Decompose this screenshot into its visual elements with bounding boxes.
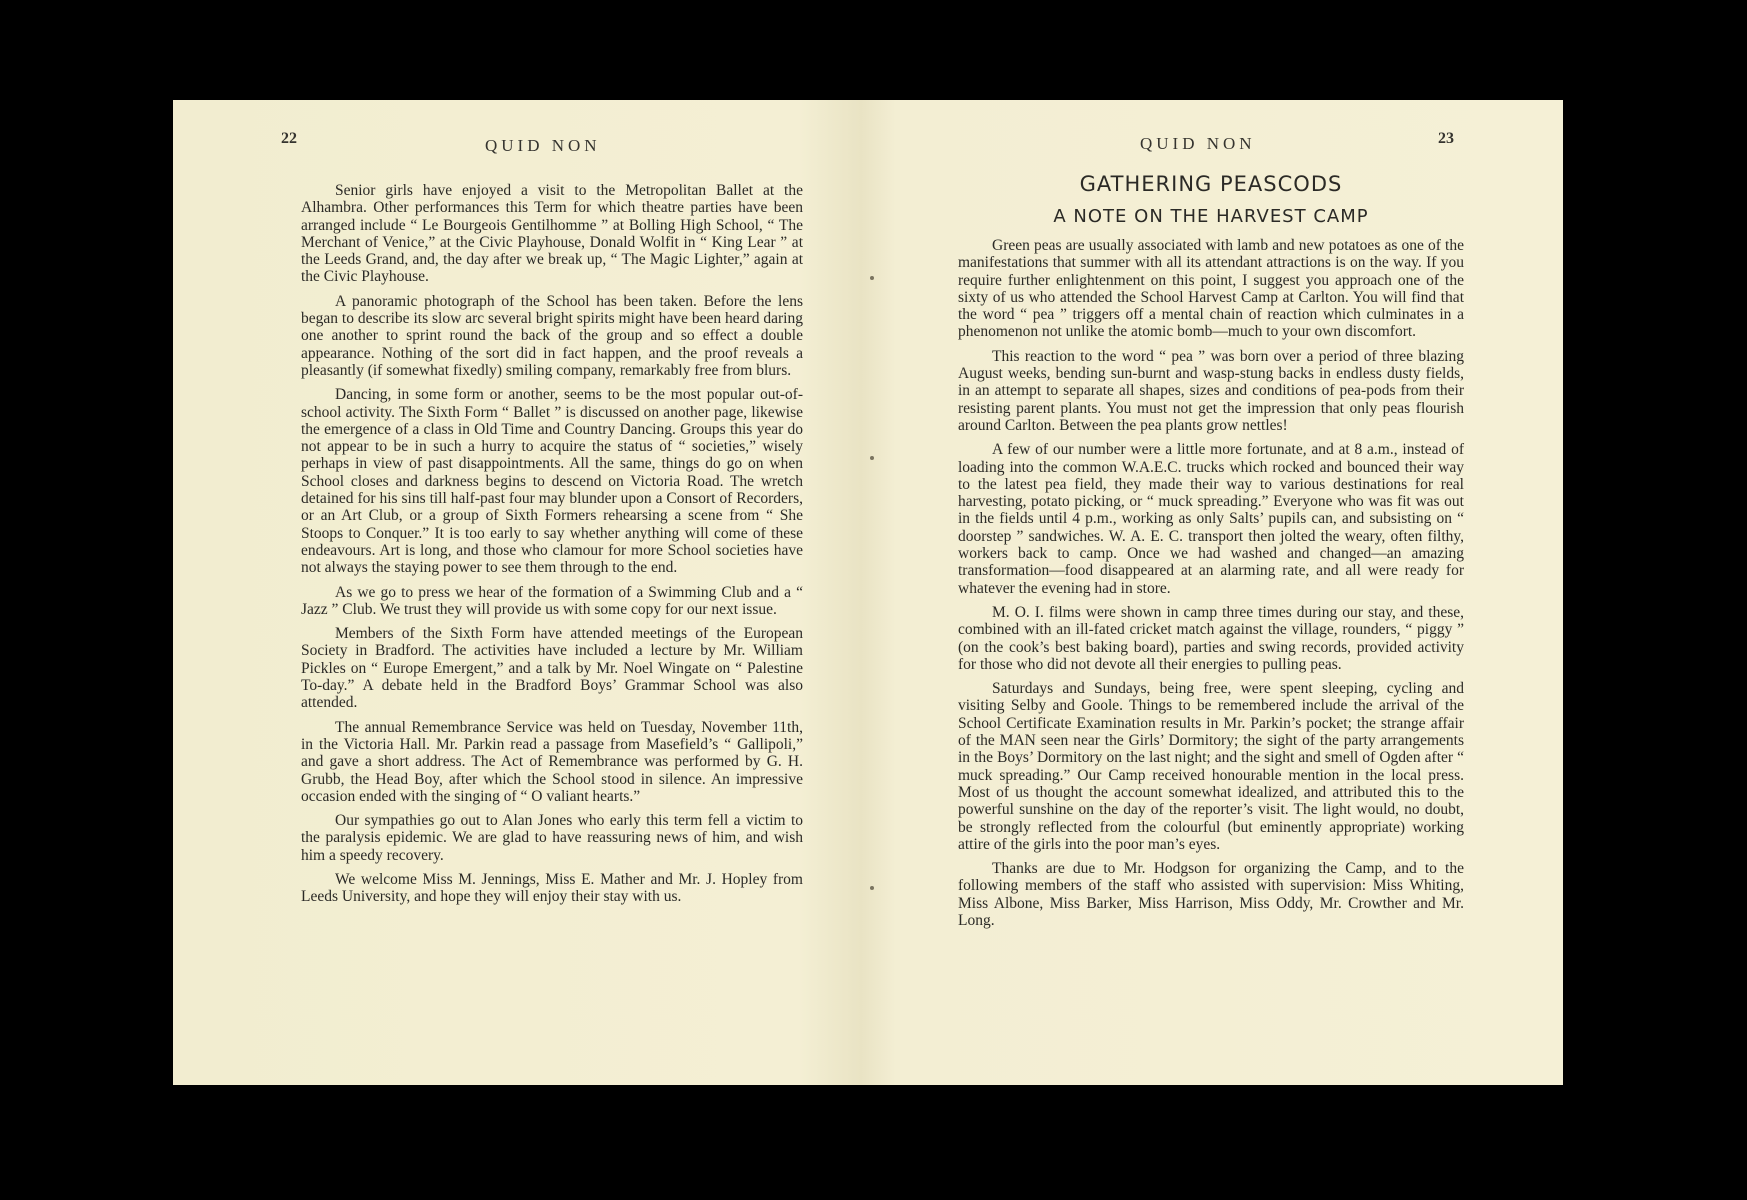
paragraph: This reaction to the word “ pea ” was born over a period of three blazing August weeks, bending sun-burnt and wasp-stung backs in endless dusty fields, in an attempt to separate all shapes, sizes and conditions of pea-pods from their resisting parent plants. You must not get the impression that only peas flourish around Carlton. Between the pea plants grow nettles! <box>958 347 1464 434</box>
running-head: QUID NON <box>485 136 601 155</box>
article-title: GATHERING PEASCODS <box>1079 172 1343 196</box>
paragraph: The annual Remembrance Service was held on Tuesday, November 11th, in the Victoria Hall. Mr. Parkin read a passage from Masefield’s “ Gallipoli,” and gave a short address. The Act of Remembrance was performed by G. H. Grubb, the Head Boy, after which the School stood in silence. An impressive occasion ended with the singing of “ O valiant hearts.” <box>301 718 803 805</box>
paragraph: Green peas are usually associated with lamb and new potatoes as one of the manifestations that summer with all its attendant attractions is on the way. If you require further enlightenment on this point, I suggest you approach one of the sixty of us who attended the School Harvest Camp at Carlton. You will find that the word “ pea ” triggers off a mental chain of reaction which culminates in a phenomenon not unlike the atomic bomb—much to your own discomfort. <box>958 237 1464 341</box>
paragraph: Senior girls have enjoyed a visit to the Metropolitan Ballet at the Alhambra. Other performances this Term for which theatre parties have been arranged include “ Le Bourgeois Gentilhomme ” at Bolling High School, “ The Merchant of Venice,” at the Civic Playhouse, Donald Wolfit in “ King Lear ” at the Leeds Grand, and, the day after we break up, “ The Magic Lighter,” again at the Civic Playhouse. <box>301 182 803 286</box>
booklet-spread <box>173 100 1563 1085</box>
right-page <box>868 100 1563 1085</box>
paragraph: M. O. I. films were shown in camp three times during our stay, and these, combined with an ill-fated cricket match against the village, rounders, “ piggy ” (on the cook’s best baking board), parties and swing records, provided activity for those who did not devote all their energies to pulling peas. <box>958 603 1464 673</box>
text-column <box>958 237 1464 936</box>
paragraph: Thanks are due to Mr. Hodgson for organizing the Camp, and to the following members of the staff who assisted with supervision: Miss Whiting, Miss Albone, Miss Barker, Miss Harrison, Miss Oddy, Mr. Crowther and Mr. Long. <box>958 860 1464 929</box>
running-head: QUID NON <box>1140 134 1256 153</box>
page-number: 22 <box>281 130 297 147</box>
text-column <box>301 182 803 913</box>
paragraph: A panoramic photograph of the School has been taken. Before the lens began to describe its slow arc several bright spirits might have been heard daring one another to sprint round the back of the group and so effect a double appearance. Nothing of the sort did in fact happen, and the proof reveals a pleasantly (if somewhat fixedly) smiling company, remarkably free from blurs. <box>301 292 803 379</box>
article-subtitle: A NOTE ON THE HARVEST CAMP <box>1053 206 1369 227</box>
page-number: 23 <box>1438 130 1454 147</box>
paragraph: Our sympathies go out to Alan Jones who early this term fell a victim to the paralysis epidemic. We are glad to have reassuring news of him, and wish him a speedy recovery. <box>301 812 803 864</box>
paragraph: Dancing, in some form or another, seems to be the most popular out-of-school activity. The Sixth Form “ Ballet ” is discussed on another page, likewise the emergence of a class in Old Time and Country Dancing. Groups this year do not appear to be in such a hurry to acquire the status of “ societies,” wisely perhaps in view of past disappointments. All the same, things do go on when School closes and darkness begins to descend on Victoria Road. The wretch detained for his sins till half-past four may blunder upon a Consort of Recorders, or an Art Club, or a group of Sixth Formers rehearsing a scene from “ She Stoops to Conquer.” It is too early to say whether anything will come of these endeavours. Art is long, and those who clamour for more School societies have not always the staying power to see them through to the end. <box>301 386 803 577</box>
paragraph: We welcome Miss M. Jennings, Miss E. Mather and Mr. J. Hopley from Leeds University, and hope they will enjoy their stay with us. <box>301 870 803 906</box>
paragraph: As we go to press we hear of the formation of a Swimming Club and a “ Jazz ” Club. We trust they will provide us with some copy for our next issue. <box>301 583 803 618</box>
paragraph: Saturdays and Sundays, being free, were spent sleeping, cycling and visiting Selby and Goole. Things to be remembered include the arrival of the School Certificate Examination results in Mr. Parkin’s pocket; the strange affair of the MAN seen near the Girls’ Dormitory; the sight of the party arrangements in the Boys’ Dormitory on the last night; and the sight and smell of Ogden after “ muck spreading.” Our Camp received honourable mention in the local press. Most of us thought the account somewhat idealized, and attributed this to the powerful sunshine on the day of the reporter’s visit. The light would, no doubt, be strongly reflected from the colourful (but eminently appropriate) working attire of the girls into the poor man’s eyes. <box>958 680 1464 853</box>
paragraph: A few of our number were a little more fortunate, and at 8 a.m., instead of loading into the common W.A.E.C. trucks which rocked and bounced their way to the latest pea field, they made their way to various destinations for real harvesting, potato picking, or “ muck spreading.” Everyone who was fit was out in the fields until 4 p.m., working as only Salts’ pupils can, and subsisting on “ doorstep ” sandwiches. W. A. E. C. transport then jolted the weary, often filthy, workers back to camp. Once we had washed and changed—an amazing transformation—food disappeared at an alarming rate, and all were ready for whatever the evening had in store. <box>958 441 1464 597</box>
left-page <box>173 100 868 1085</box>
paragraph: Members of the Sixth Form have attended meetings of the European Society in Bradford. The activities have included a lecture by Mr. William Pickles on “ Europe Emergent,” and a talk by Mr. Noel Wingate on “ Palestine To-day.” A debate held in the Bradford Boys’ Grammar School was also attended. <box>301 625 803 712</box>
